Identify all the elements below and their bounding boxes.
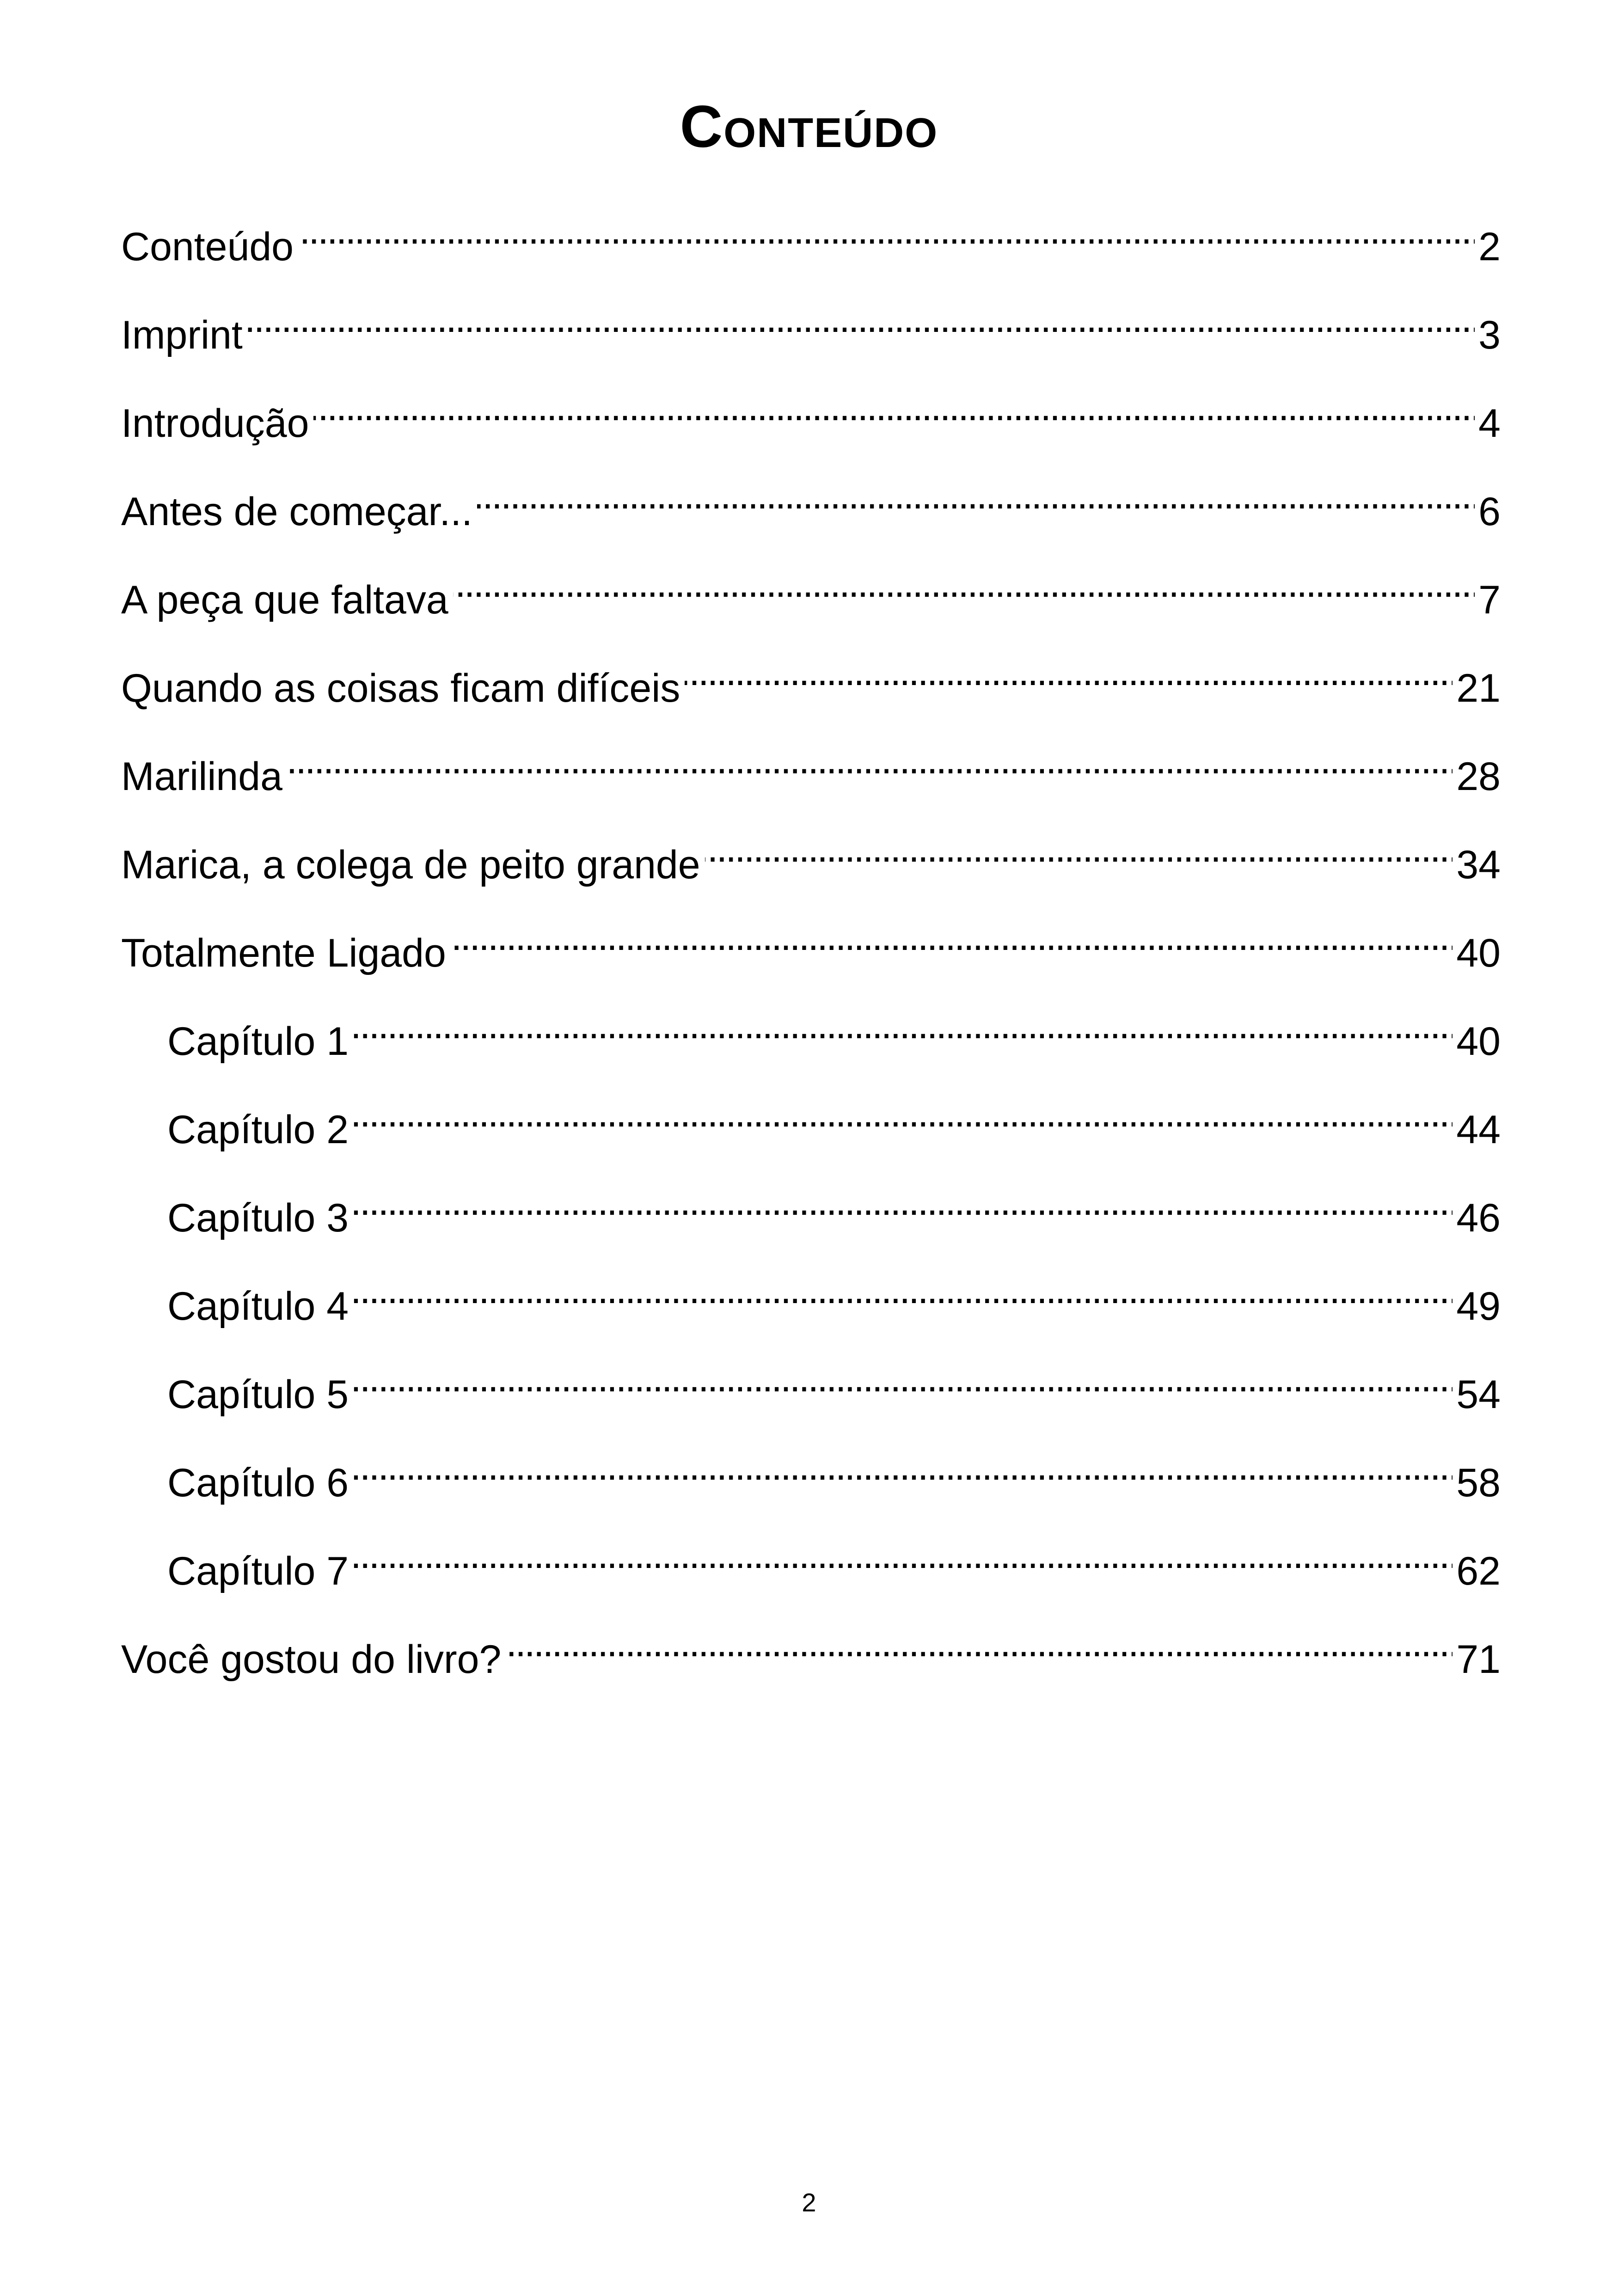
toc-subentry[interactable] <box>121 1171 1501 1260</box>
toc-entry-label: Marilinda <box>121 754 282 799</box>
toc-dot-leader <box>313 377 1475 437</box>
toc-dot-leader <box>506 1613 1453 1673</box>
toc-entry[interactable] <box>121 200 1501 288</box>
toc-entry-page: 4 <box>1478 401 1501 446</box>
toc-entry[interactable] <box>121 730 1501 818</box>
toc-entry-page: 46 <box>1456 1196 1501 1240</box>
toc-entry-page: 40 <box>1456 931 1501 975</box>
toc-entry-label: Você gostou do livro? <box>121 1637 502 1682</box>
toc-dot-leader <box>353 1436 1453 1496</box>
toc-entry-label: Capítulo 2 <box>167 1108 349 1152</box>
toc-entry-page: 7 <box>1478 578 1501 622</box>
toc-dot-leader <box>353 1171 1453 1231</box>
toc-dot-leader <box>353 1083 1453 1143</box>
toc-entry[interactable] <box>121 906 1501 995</box>
toc-entry[interactable] <box>121 1613 1501 1701</box>
toc-dot-leader <box>453 553 1475 613</box>
toc-entry-label: Conteúdo <box>121 225 294 269</box>
toc-entry-page: 21 <box>1456 666 1501 710</box>
toc-entry-page: 28 <box>1456 754 1501 799</box>
toc-dot-leader <box>287 730 1453 790</box>
toc-subentry[interactable] <box>121 1348 1501 1436</box>
toc-subentry[interactable] <box>121 1525 1501 1613</box>
page-number: 2 <box>802 2188 816 2217</box>
toc-dot-leader <box>247 288 1475 349</box>
toc-entry-page: 34 <box>1456 843 1501 887</box>
toc-entry-label: Antes de começar... <box>121 490 473 534</box>
toc-entry[interactable] <box>121 553 1501 642</box>
toc-subentry[interactable] <box>121 1083 1501 1171</box>
toc-entry-page: 6 <box>1478 490 1501 534</box>
toc-entry-label: Capítulo 6 <box>167 1461 349 1505</box>
toc-entry-label: Introdução <box>121 401 309 446</box>
toc-entry-page: 62 <box>1456 1549 1501 1593</box>
toc-entry-page: 58 <box>1456 1461 1501 1505</box>
toc-entry[interactable] <box>121 377 1501 465</box>
toc-dot-leader <box>353 995 1453 1055</box>
toc-dot-leader <box>353 1260 1453 1320</box>
title-rest: onteúdo <box>723 94 938 160</box>
toc-entry-page: 71 <box>1456 1637 1501 1682</box>
toc-entry-label: A peça que faltava <box>121 578 448 622</box>
toc-dot-leader <box>705 818 1453 878</box>
toc-entry[interactable] <box>121 465 1501 553</box>
toc-entry-page: 40 <box>1456 1019 1501 1064</box>
toc-subentry[interactable] <box>121 995 1501 1083</box>
toc-entry-page: 49 <box>1456 1284 1501 1329</box>
page-title <box>0 92 1618 162</box>
toc-entry-page: 2 <box>1478 225 1501 269</box>
toc-entry-label: Quando as coisas ficam difíceis <box>121 666 680 710</box>
toc-dot-leader <box>685 642 1453 702</box>
toc-entry-page: 54 <box>1456 1372 1501 1417</box>
toc-entry-label: Capítulo 1 <box>167 1019 349 1064</box>
toc-entry-label: Capítulo 5 <box>167 1372 349 1417</box>
table-of-contents <box>121 200 1501 1701</box>
title-initial: C <box>680 94 724 160</box>
toc-entry-page: 44 <box>1456 1108 1501 1152</box>
toc-dot-leader <box>353 1348 1453 1408</box>
toc-entry-label: Imprint <box>121 313 243 357</box>
toc-entry[interactable] <box>121 818 1501 906</box>
toc-entry-label: Totalmente Ligado <box>121 931 446 975</box>
toc-subentry[interactable] <box>121 1260 1501 1348</box>
toc-entry-label: Capítulo 7 <box>167 1549 349 1593</box>
toc-dot-leader <box>353 1525 1453 1585</box>
toc-entry[interactable] <box>121 642 1501 730</box>
toc-entry[interactable] <box>121 288 1501 377</box>
toc-entry-label: Capítulo 3 <box>167 1196 349 1240</box>
toc-dot-leader <box>298 200 1475 260</box>
toc-subentry[interactable] <box>121 1436 1501 1525</box>
toc-entry-label: Capítulo 4 <box>167 1284 349 1329</box>
toc-dot-leader <box>451 906 1453 967</box>
toc-entry-page: 3 <box>1478 313 1501 357</box>
toc-dot-leader <box>477 465 1475 525</box>
toc-entry-label: Marica, a colega de peito grande <box>121 843 700 887</box>
